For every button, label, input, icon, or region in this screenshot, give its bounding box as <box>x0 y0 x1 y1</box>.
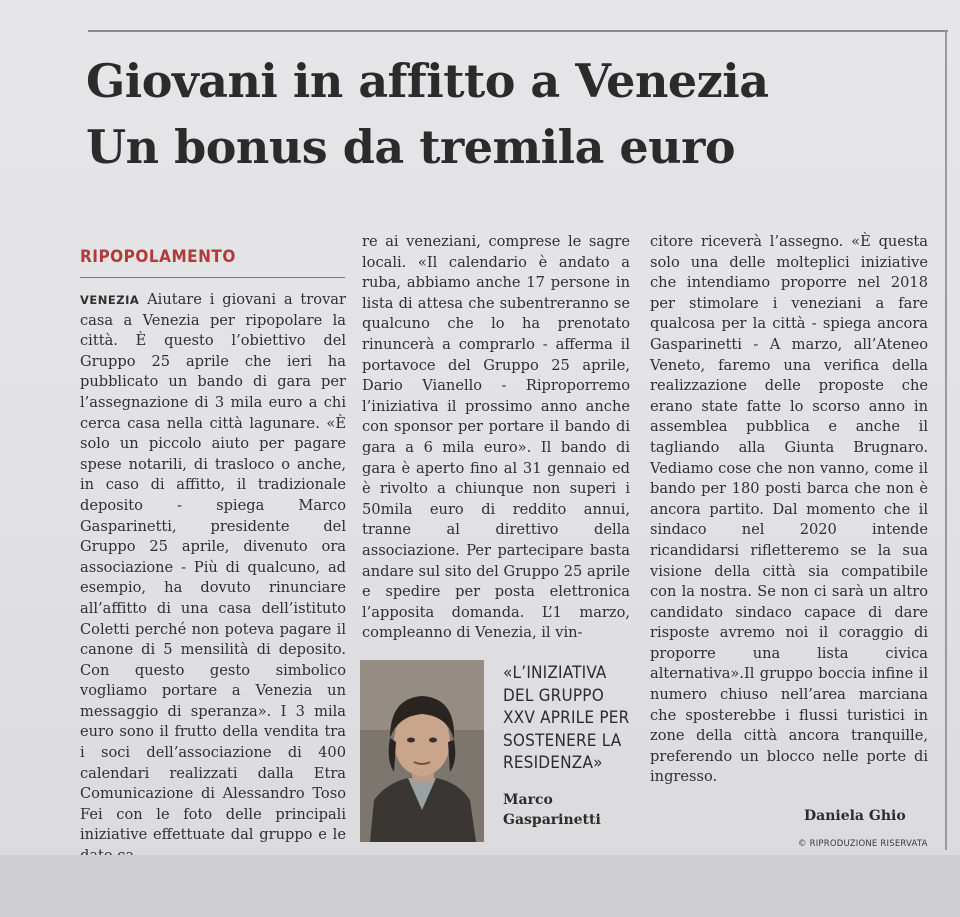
column-1-text: Aiutare i giovani a trovar casa a Venezia per ripopolare la città. È questo l’obiettivo del Gruppo 25 aprile che ieri ha pubblicato un bando di gara per l’assegnazione di 3 mila euro a chi cerca casa nella città lagunare. «È solo un piccolo aiuto per pagare spese notarili, di trasloco o anche, in caso di affitto, il tradizionale deposito - spiega Marco Gasparinetti, presidente del Gruppo 25 aprile, divenuto ora associazione - Più di qualcuno, ad esempio, ha dovuto rinunciare all’affitto di una casa dell’istituto Coletti perché non poteva pagare il canone di 5 mensilità di deposito. Con questo gesto simbolico vogliamo portare a Venezia un messaggio di speranza». I 3 mila euro sono il frutto della vendita tra i soci dell’associazione di 400 calendari realizzati dalla Etra Comunicazione di Alessandro Toso Fei con le foto delle principali iniziative effettuate dal gruppo e le <box>80 291 346 844</box>
pull-quote-author <box>503 790 633 830</box>
headline <box>86 48 946 180</box>
article-column-1 <box>80 290 346 867</box>
portrait-photo <box>360 660 484 842</box>
byline: Daniela Ghio <box>804 808 906 824</box>
article-column-3 <box>650 232 928 788</box>
headline-line-1: Giovani in affitto a Venezia <box>86 54 769 108</box>
pull-quote-author-last: Gasparinetti <box>503 812 601 828</box>
dateline: VENEZIA <box>80 293 140 307</box>
kicker-rule <box>80 277 345 278</box>
portrait-illustration <box>360 660 484 842</box>
article-column-2 <box>362 232 630 644</box>
copyright-notice: © RIPRODUZIONE RISERVATA <box>798 839 928 849</box>
column-2-text: re ai veneziani, comprese le sagre locali. «Il calendario è andato a ruba, abbiamo anche 17 persone in lista di attesa che subentreranno se qualcuno che lo ha prenotato rinuncerà a comprarlo - afferma il portavoce del Gruppo 25 aprile, Dario Vianello - Riproporremo l’iniziativa il prossimo anno anche con sponsor per portare il bando di gara a 6 mila euro». Il bando di gara è aperto fino al 31 gennaio ed è rivolto a chiunque non superi i 50mila euro di reddito annui, tranne al direttivo della associazione. Per partecipare basta andare sul sito del Gruppo 25 aprile e spedire per posta elettronica l’apposita domanda. L’1 marzo, compleanno di Venezia, il vin- <box>362 233 630 642</box>
top-rule <box>88 30 948 32</box>
section-kicker: RIPOPOLAMENTO <box>80 247 236 267</box>
pull-quote-author-first: Marco <box>503 792 553 808</box>
column-3-text: citore riceverà l’assegno. «È questa solo una delle molteplici iniziative che intendiamo proporre nel 2018 per stimolare i veneziani a fare qualcosa per la città - spiega ancora Gasparinetti - A marzo, all’Ateneo Veneto, faremo una verifica della realizzazione delle proposte che erano state fatte lo scorso anno in assemblea pubblica e anche il tagliando alla Giunta Brugnaro. Vediamo cose che non vanno, come il bando per 180 posti barca che non è ancora partito. Dal momento che il sindaco nel 2020 intende ricandidarsi rifletteremo se la sua visione della città sia compatibile con la nostra. Se non ci sarà un altro candidato sindaco capace di dare risposte avremo noi il coraggio di proporre una lista civica alternativa».Il gruppo boccia infine il numero chiuso nell’area marciana che sposterebbe i flussi turistici in zone della città ancora tranquille, preferendo un blocco nelle porte di ingresso. <box>650 233 928 786</box>
page-bottom-margin <box>0 855 960 917</box>
headline-line-2: Un bonus da tremila euro <box>86 120 736 174</box>
pull-quote: «L’INIZIATIVA DEL GRUPPO XXV APRILE PER SOSTENERE LA RESIDENZA» <box>503 663 630 773</box>
